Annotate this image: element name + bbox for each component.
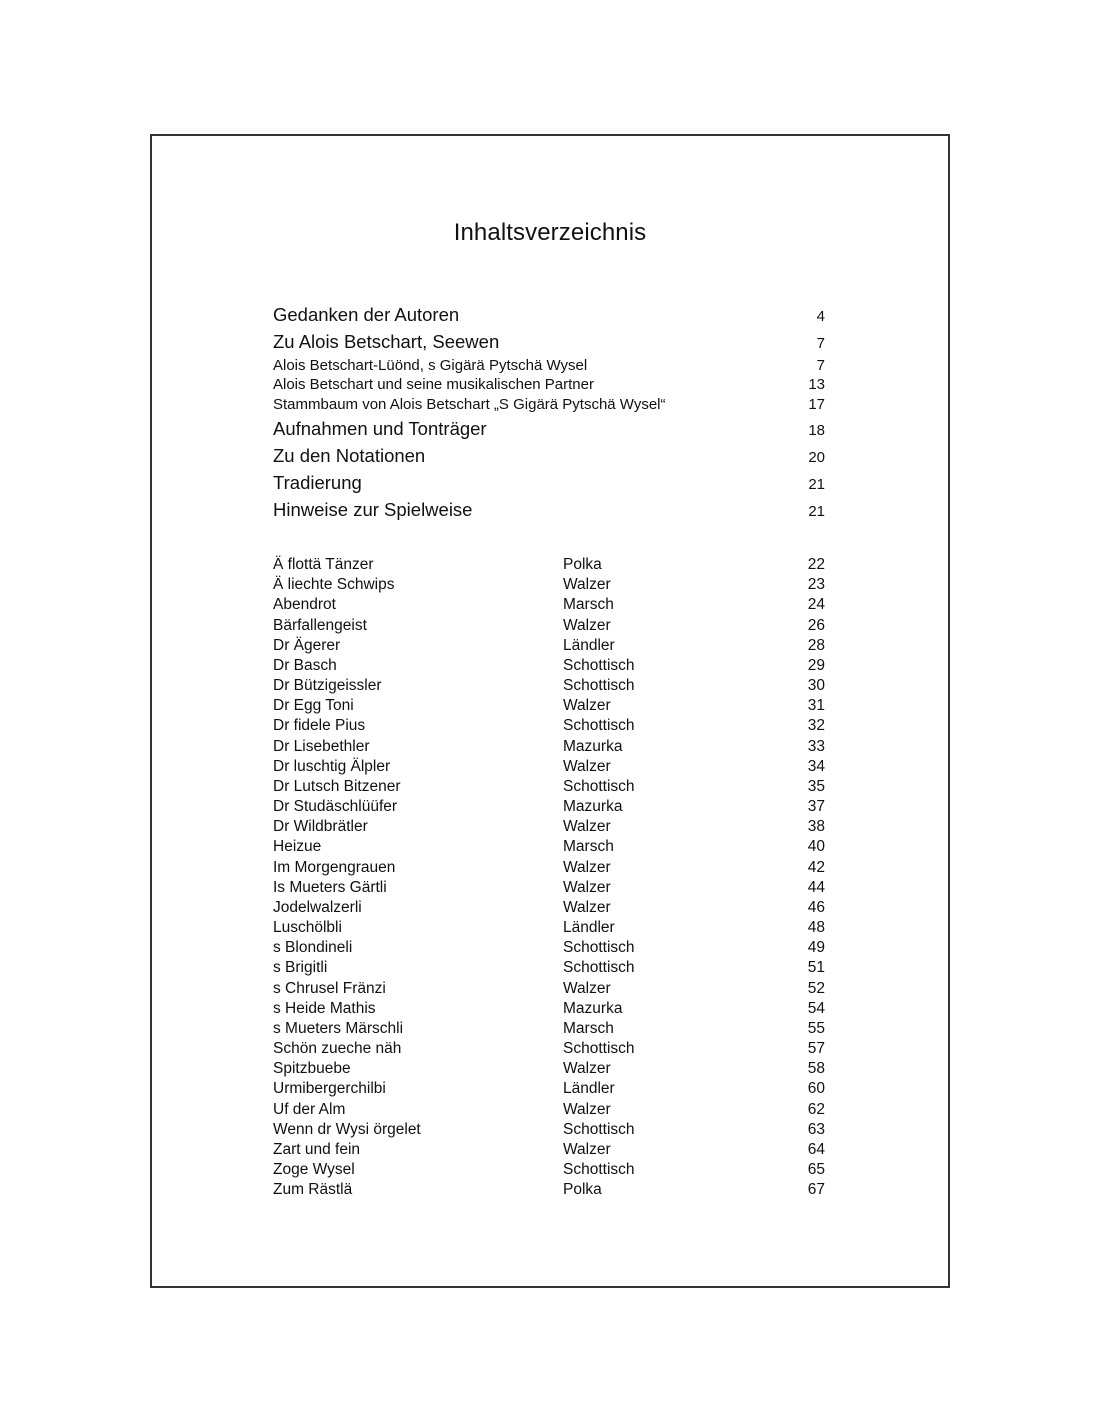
tune-type: Walzer [563,616,611,634]
tune-page-number: 23 [807,576,825,594]
tune-title: s Chrusel Fränzi [273,979,386,997]
tune-row[interactable] [273,918,825,938]
tune-row[interactable] [273,979,825,999]
tune-title: Spitzbuebe [273,1060,351,1078]
tune-row[interactable] [273,555,825,575]
tune-row[interactable] [273,656,825,676]
tune-page-number: 64 [807,1140,825,1158]
tune-row[interactable] [273,817,825,837]
tune-row[interactable] [273,696,825,716]
tune-title: Uf der Alm [273,1100,346,1118]
tune-page-number: 44 [807,878,825,896]
tune-page-number: 34 [807,757,825,775]
tune-row[interactable] [273,958,825,978]
tune-page-number: 49 [807,939,825,957]
toc-section-row[interactable] [273,497,825,524]
tune-type: Polka [563,1181,602,1199]
tune-title: Dr Egg Toni [273,697,354,715]
tune-title: Ä liechte Schwips [273,576,395,594]
tune-title: Dr Ägerer [273,636,341,654]
subsection-label: Stammbaum von Alois Betschart „S Gigärä Pytschä Wysel“ [273,395,666,413]
tune-type: Ländler [563,1080,615,1098]
tune-title: Abendrot [273,596,336,614]
tune-type: Schottisch [563,1040,635,1058]
tune-title: Dr Lutsch Bitzener [273,777,401,795]
tune-page-number: 22 [807,556,825,573]
tune-row[interactable] [273,858,825,878]
tune-page-number: 51 [807,959,825,977]
tune-title: Jodelwalzerli [273,898,362,916]
tune-type: Marsch [563,596,614,614]
tune-page-number: 62 [807,1100,825,1118]
tune-title: s Brigitli [273,959,328,977]
tune-type: Walzer [563,757,611,775]
toc-section-row[interactable] [273,416,825,443]
tune-type: Schottisch [563,959,635,977]
tune-type: Walzer [563,697,611,715]
tune-row[interactable] [273,938,825,958]
tune-row[interactable] [273,575,825,595]
tune-title: Ä flottä Tänzer [273,556,374,573]
tune-type: Walzer [563,576,611,594]
tune-page-number: 60 [807,1080,825,1098]
tune-page-number: 42 [807,858,825,876]
tune-page-number: 35 [807,777,825,795]
tune-type: Walzer [563,1100,611,1118]
tune-title: s Blondineli [273,939,353,957]
tune-page-number: 31 [807,697,825,715]
tune-type: Marsch [563,1019,614,1037]
tune-row[interactable] [273,716,825,736]
tune-list [273,555,825,1201]
tune-type: Mazurka [563,798,623,816]
tune-row[interactable] [273,676,825,696]
tune-type: Ländler [563,919,615,937]
section-page-number: 7 [816,334,825,352]
tune-row[interactable] [273,595,825,615]
tune-title: Zoge Wysel [273,1161,355,1179]
tune-type: Schottisch [563,656,635,674]
section-page-number: 21 [808,475,825,493]
section-page-number: 4 [816,308,825,325]
tune-title: Dr Studäschlüüfer [273,798,398,816]
tune-row[interactable] [273,1180,825,1200]
tune-title: Is Mueters Gärtli [273,878,387,896]
section-label: Aufnahmen und Tonträger [273,418,487,440]
tune-type: Ländler [563,636,615,654]
tune-page-number: 48 [807,919,825,937]
toc-sections [273,302,825,524]
page-title: Inhaltsverzeichnis [453,219,647,246]
tune-row[interactable] [273,636,825,656]
toc-section-row[interactable] [273,302,825,329]
tune-row[interactable] [273,757,825,777]
tune-type: Schottisch [563,939,635,957]
tune-type: Walzer [563,858,611,876]
tune-page-number: 57 [807,1040,825,1058]
toc-subsection-row[interactable] [273,356,825,376]
toc-subsection-row[interactable] [273,375,825,395]
section-label: Hinweise zur Spielweise [273,498,473,520]
subsection-page-number: 17 [808,395,825,413]
tune-page-number: 52 [807,979,825,997]
tune-page-number: 33 [807,737,825,755]
tune-page-number: 29 [807,656,825,674]
tune-title: Dr Basch [273,656,337,674]
toc-section-row[interactable] [273,329,825,356]
section-page-number: 18 [808,422,825,440]
tune-type: Walzer [563,1060,611,1078]
tune-title: Zum Rästlä [273,1181,353,1199]
tune-title: Dr Wildbrätler [273,818,368,836]
tune-type: Schottisch [563,1120,635,1138]
section-page-number: 21 [808,502,825,520]
tune-title: Zart und fein [273,1140,361,1158]
tune-row[interactable] [273,1140,825,1160]
tune-page-number: 37 [807,798,825,816]
tune-type: Schottisch [563,677,635,695]
tune-row[interactable] [273,837,825,857]
tune-row[interactable] [273,1160,825,1180]
tune-title: Dr Bützigeissler [273,677,382,695]
tune-type: Mazurka [563,737,623,755]
tune-page-number: 28 [807,636,825,654]
tune-row[interactable] [273,777,825,797]
tune-page-number: 26 [807,616,825,634]
tune-row[interactable] [273,737,825,757]
tune-type: Walzer [563,878,611,896]
tune-page-number: 55 [807,1019,825,1037]
tune-title: s Heide Mathis [273,999,376,1017]
tune-title: Heizue [273,838,322,856]
subsection-page-number: 7 [816,356,825,374]
tune-row[interactable] [273,1059,825,1079]
tune-type: Schottisch [563,1161,635,1179]
tune-type: Schottisch [563,717,635,735]
tune-title: Schön zueche näh [273,1040,402,1058]
tune-page-number: 32 [807,717,825,735]
tune-row[interactable] [273,1100,825,1120]
tune-row[interactable] [273,1019,825,1039]
tune-title: Dr Lisebethler [273,737,370,755]
page-frame [150,134,950,1288]
section-label: Tradierung [273,471,362,493]
toc-section-row[interactable] [273,443,825,470]
toc-subsection-row[interactable] [273,395,825,415]
tune-row[interactable] [273,878,825,898]
tune-page-number: 38 [807,818,825,836]
tune-row[interactable] [273,616,825,636]
tune-page-number: 54 [807,999,825,1017]
tune-type: Walzer [563,818,611,836]
section-label: Zu Alois Betschart, Seewen [273,330,500,352]
section-page-number: 20 [808,449,825,467]
tune-title: Luschölbli [273,919,342,937]
tune-row[interactable] [273,1120,825,1140]
tune-page-number: 67 [807,1181,825,1199]
tune-row[interactable] [273,1039,825,1059]
tune-row[interactable] [273,999,825,1019]
tune-row[interactable] [273,898,825,918]
tune-page-number: 65 [807,1161,825,1179]
section-label: Zu den Notationen [273,445,426,467]
tune-type: Walzer [563,898,611,916]
tune-title: Wenn dr Wysi örgelet [273,1120,421,1138]
tune-title: Im Morgengrauen [273,858,396,876]
tune-title: Bärfallengeist [273,616,367,634]
tune-title: Dr fidele Pius [273,717,366,735]
tune-page-number: 46 [807,898,825,916]
tune-page-number: 40 [807,838,825,856]
tune-type: Marsch [563,838,614,856]
tune-type: Polka [563,556,602,573]
tune-title: s Mueters Märschli [273,1019,404,1037]
tune-type: Schottisch [563,777,635,795]
tune-title: Urmibergerchilbi [273,1080,386,1098]
toc-section-row[interactable] [273,470,825,497]
tune-row[interactable] [273,797,825,817]
tune-page-number: 58 [807,1060,825,1078]
tune-page-number: 24 [807,596,825,614]
subsection-page-number: 13 [808,376,825,394]
tune-type: Walzer [563,1140,611,1158]
tune-title: Dr luschtig Älpler [273,757,391,775]
subsection-label: Alois Betschart und seine musikalischen Partner [273,376,594,394]
subsection-label: Alois Betschart-Lüönd, s Gigärä Pytschä Wysel [273,356,588,374]
tune-type: Mazurka [563,999,623,1017]
tune-page-number: 63 [807,1120,825,1138]
tune-page-number: 30 [807,677,825,695]
tune-type: Walzer [563,979,611,997]
tune-row[interactable] [273,1079,825,1099]
section-label: Gedanken der Autoren [273,304,460,325]
